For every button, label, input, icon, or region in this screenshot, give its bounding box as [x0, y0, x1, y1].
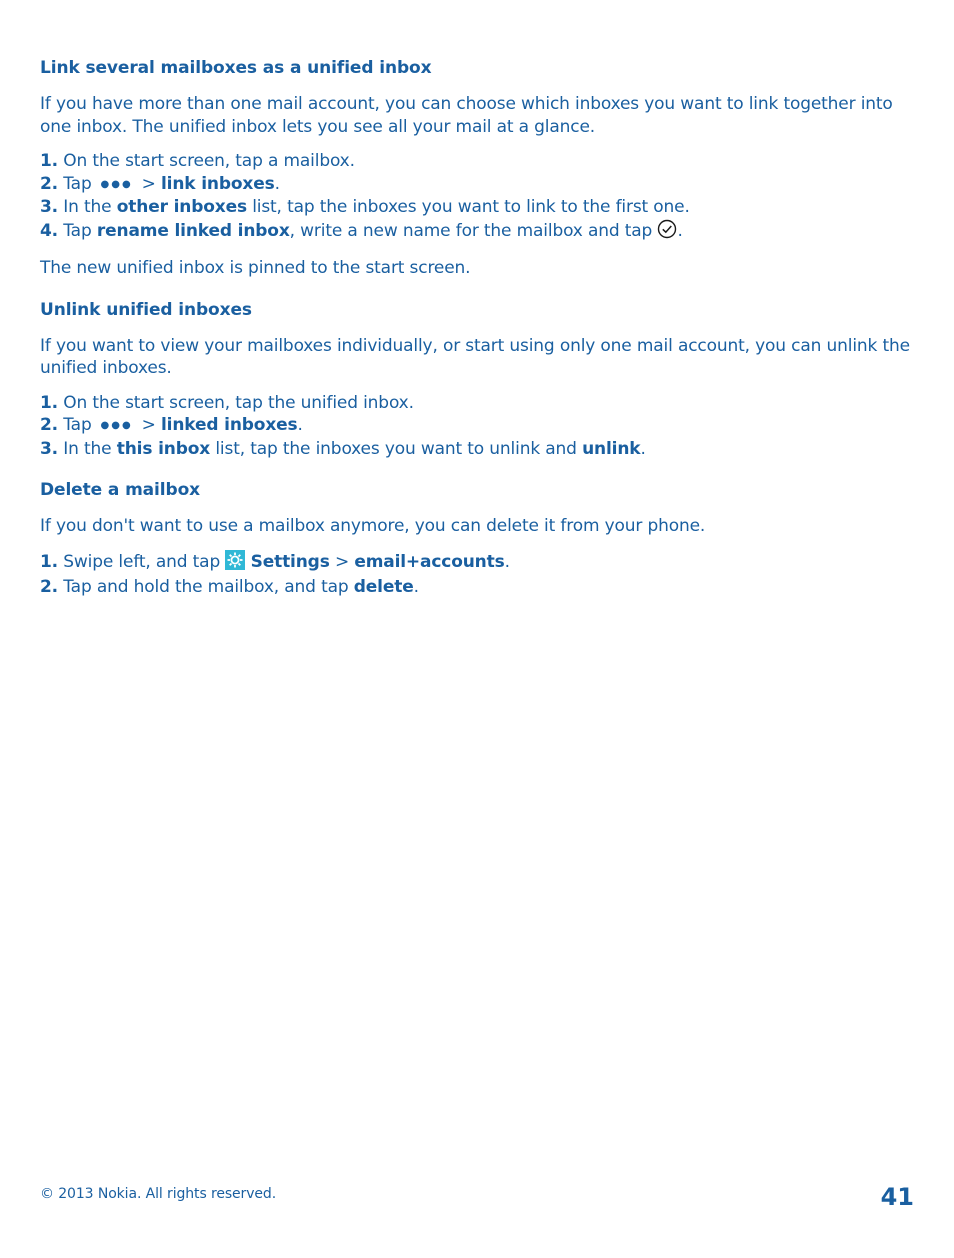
- section-intro: If you don't want to use a mailbox anymore, you can delete it from your phone.: [40, 516, 706, 536]
- section-heading: Unlink unified inboxes: [40, 299, 252, 320]
- step-item: [40, 173, 920, 197]
- document-page: [40, 56, 920, 617]
- step-separator: >: [334, 551, 350, 572]
- section-outro: The new unified inbox is pinned to the start screen.: [40, 258, 471, 278]
- step-text: In the: [63, 197, 112, 217]
- step-punct: .: [640, 438, 646, 459]
- section-intro: If you have more than one mail account, you can choose which inboxes you want to link together into one inbox. The unified inbox lets you see all your mail at a glance.: [40, 94, 893, 137]
- step-command: unlink: [582, 438, 641, 459]
- section-link-mailboxes: [40, 56, 920, 280]
- step-text: Tap and hold the mailbox, and tap: [63, 577, 349, 597]
- step-number: 1.: [40, 392, 58, 413]
- step-text: Tap: [63, 173, 92, 194]
- more-dots-icon: ●●●: [100, 178, 133, 190]
- step-item: [40, 550, 920, 577]
- section-delete-mailbox: [40, 478, 920, 599]
- step-item: [40, 414, 920, 438]
- step-number: 2.: [40, 415, 58, 435]
- step-number: 3.: [40, 197, 58, 217]
- step-number: 3.: [40, 438, 58, 459]
- step-command: linked inboxes: [160, 415, 298, 435]
- more-dots-icon: ●●●: [100, 420, 133, 431]
- step-command: this inbox: [116, 438, 211, 459]
- step-number: 1.: [40, 151, 58, 171]
- step-text: list, tap the inboxes you want to unlink and: [215, 438, 577, 459]
- step-item: [40, 150, 920, 173]
- section-intro: If you want to view your mailboxes individually, or start using only one mail account, you can unlink the unified inboxes.: [40, 335, 910, 378]
- step-punct: .: [413, 577, 419, 597]
- footer-copyright: © 2013 Nokia. All rights reserved.: [40, 1186, 277, 1202]
- step-text: On the start screen, tap the unified inbox.: [63, 392, 414, 413]
- check-circle-icon: [657, 219, 677, 246]
- steps-list: [40, 392, 920, 461]
- step-command: other inboxes: [116, 197, 247, 217]
- step-punct: .: [274, 173, 280, 194]
- step-number: 2.: [40, 173, 58, 194]
- step-text: In the: [63, 438, 112, 459]
- page-number: 41: [880, 1183, 914, 1211]
- step-punct: .: [504, 551, 510, 572]
- step-separator: >: [141, 173, 156, 194]
- step-punct: .: [297, 415, 303, 435]
- step-text: Tap: [63, 220, 92, 241]
- step-separator: >: [141, 415, 156, 435]
- step-item: [40, 576, 920, 599]
- step-number: 1.: [40, 551, 58, 572]
- step-command: link inboxes: [160, 173, 275, 194]
- section-heading: Delete a mailbox: [40, 480, 201, 500]
- step-number: 2.: [40, 577, 58, 597]
- section-heading: Link several mailboxes as a unified inbox: [40, 58, 432, 78]
- step-text: Swipe left, and tap: [63, 551, 221, 572]
- settings-gear-icon: [225, 550, 245, 577]
- step-number: 4.: [40, 220, 58, 241]
- step-item: [40, 196, 920, 219]
- step-text: , write a new name for the mailbox and tap: [289, 220, 653, 241]
- steps-list: [40, 550, 920, 599]
- step-command: Settings: [250, 551, 330, 572]
- step-item: [40, 219, 920, 246]
- section-unlink-inboxes: [40, 298, 920, 461]
- step-item: [40, 392, 920, 415]
- step-text: list, tap the inboxes you want to link to the first one.: [252, 197, 690, 217]
- steps-list: [40, 150, 920, 245]
- step-item: [40, 438, 920, 461]
- step-text: Tap: [63, 415, 92, 435]
- step-command: email+accounts: [354, 551, 505, 572]
- step-command: rename linked inbox: [96, 220, 290, 241]
- step-punct: .: [677, 220, 683, 241]
- step-text: On the start screen, tap a mailbox.: [63, 151, 355, 171]
- step-command: delete: [353, 577, 414, 597]
